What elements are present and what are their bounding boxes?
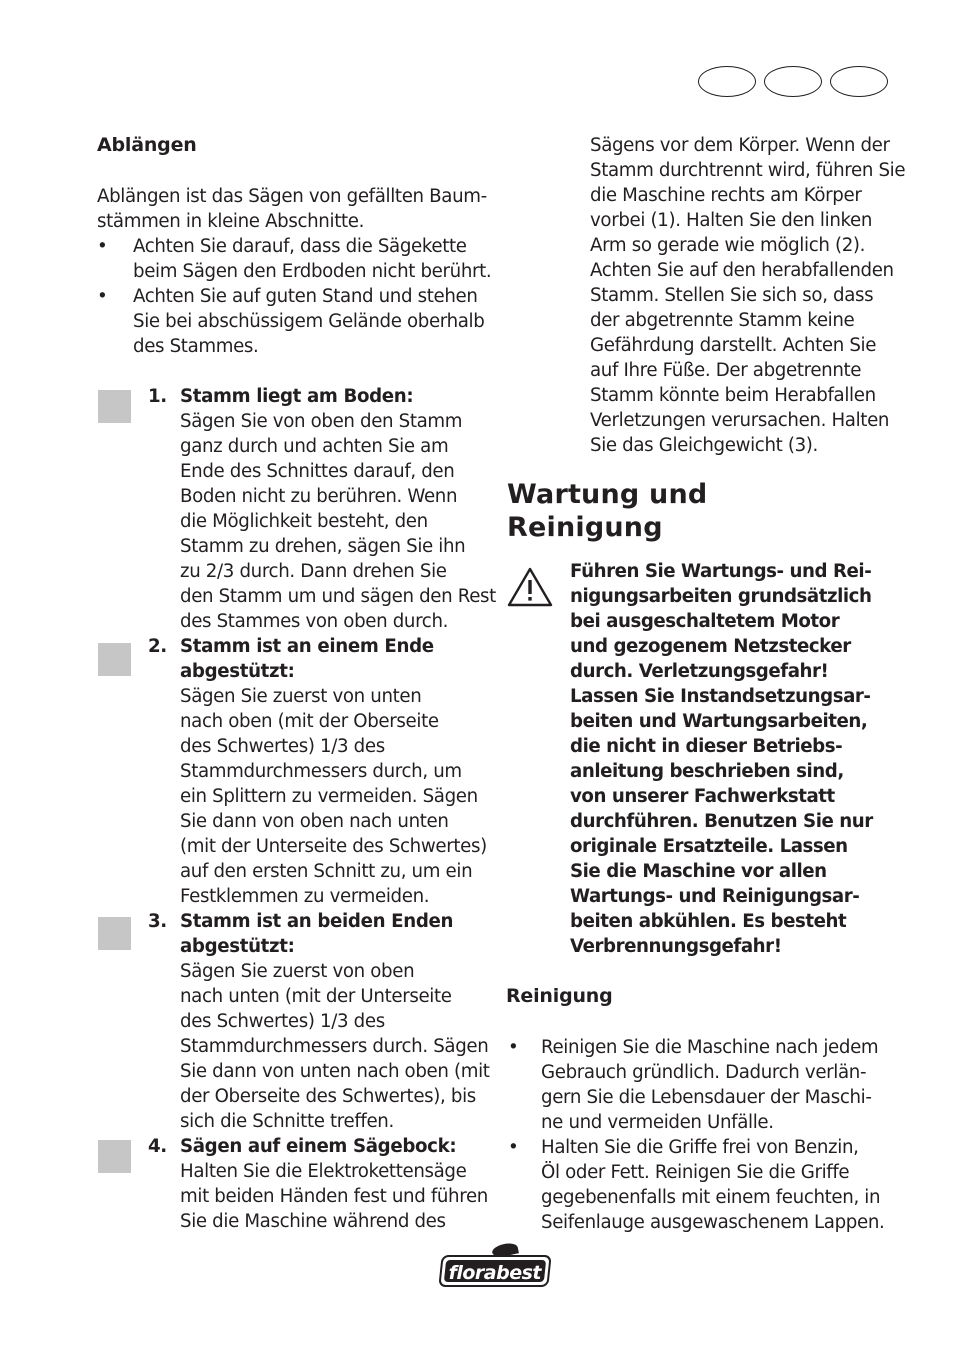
- text-line: bei ausgeschaltetem Motor: [570, 611, 840, 632]
- bullet-mark: •: [97, 286, 108, 307]
- bullet-item: [133, 234, 491, 284]
- step-title: abgestützt:: [180, 661, 295, 682]
- text-line: Sie die Maschine während des: [180, 1211, 446, 1232]
- title-line: Wartung und: [507, 479, 708, 510]
- text-line: ganz durch und achten Sie am: [180, 436, 449, 457]
- text-line: die nicht in dieser Betriebs-: [570, 736, 843, 757]
- text-line: mit beiden Händen fest und führen: [180, 1186, 488, 1207]
- text-line: Lassen Sie Instandsetzungsar-: [570, 686, 871, 707]
- text-line: Ablängen ist das Sägen von gefällten Baum-: [97, 186, 487, 207]
- text-line: Stamm könnte beim Herabfallen: [590, 385, 876, 406]
- text-line: Führen Sie Wartungs- und Rei-: [570, 561, 872, 582]
- text-line: Stammdurchmessers durch, um: [180, 761, 462, 782]
- text-line: ein Splittern zu vermeiden. Sägen: [180, 786, 478, 807]
- text-line: Sie dann von unten nach oben (mit: [180, 1061, 490, 1082]
- text-line: der abgetrennte Stamm keine: [590, 310, 855, 331]
- text-line: vorbei (1). Halten Sie den linken: [590, 210, 873, 231]
- text-line: der Oberseite des Schwertes), bis: [180, 1086, 476, 1107]
- step-content: [180, 909, 490, 1134]
- step-title: abgestützt:: [180, 936, 295, 957]
- text-line: Stammdurchmessers durch. Sägen: [180, 1036, 489, 1057]
- text-line: gern Sie die Lebensdauer der Maschi-: [541, 1087, 872, 1108]
- step-title: Stamm ist an beiden Enden: [180, 911, 454, 932]
- language-oval: [830, 66, 888, 97]
- text-line: Sägen Sie von oben den Stamm: [180, 411, 463, 432]
- title-line: Reinigung: [507, 512, 663, 543]
- text-line: Ende des Schnittes darauf, den: [180, 461, 455, 482]
- text-line: die Maschine rechts am Körper: [590, 185, 862, 206]
- text-line: Arm so gerade wie möglich (2).: [590, 235, 866, 256]
- warning-text: [570, 559, 873, 959]
- text-line: Sie die Maschine vor allen: [570, 861, 827, 882]
- text-line: Festklemmen zu vermeiden.: [180, 886, 430, 907]
- text-line: Öl oder Fett. Reinigen Sie die Griffe: [541, 1162, 850, 1183]
- bullet-item: [133, 284, 484, 359]
- language-oval: [698, 66, 756, 97]
- text-line: durch. Verletzungsgefahr!: [570, 661, 829, 682]
- bullet-mark: •: [508, 1037, 519, 1058]
- continuation-paragraph: [590, 133, 905, 458]
- text-line: Wartungs- und Reinigungsar-: [570, 886, 860, 907]
- bullet-mark: •: [97, 236, 108, 257]
- text-line: beiten und Wartungsarbeiten,: [570, 711, 868, 732]
- text-line: Achten Sie auf guten Stand und stehen: [133, 286, 478, 307]
- text-line: durchführen. Benutzen Sie nur: [570, 811, 873, 832]
- text-line: des Stammes.: [133, 336, 259, 357]
- text-line: beiten abkühlen. Es besteht: [570, 911, 847, 932]
- text-line: Verletzungen verursachen. Halten: [590, 410, 890, 431]
- text-line: Sie bei abschüssigem Gelände oberhalb: [133, 311, 485, 332]
- text-line: ne und vermeiden Unfälle.: [541, 1112, 774, 1133]
- text-line: beim Sägen den Erdboden nicht berührt.: [133, 261, 492, 282]
- section-title: [507, 478, 707, 544]
- text-line: anleitung beschrieben sind,: [570, 761, 844, 782]
- text-line: auf Ihre Füße. Der abgetrennte: [590, 360, 862, 381]
- text-line: des Schwertes) 1/3 des: [180, 1011, 385, 1032]
- text-line: Seifenlauge ausgewaschenem Lappen.: [541, 1212, 885, 1233]
- text-line: Sägens vor dem Körper. Wenn der: [590, 135, 890, 156]
- figure-marker: [98, 390, 131, 423]
- text-line: Gebrauch gründlich. Dadurch verlän-: [541, 1062, 867, 1083]
- bullet-item: [541, 1135, 884, 1235]
- text-line: Halten Sie die Elektrokettensäge: [180, 1161, 467, 1182]
- bullet-mark: •: [508, 1137, 519, 1158]
- step-number: 2.: [148, 636, 167, 657]
- step-title: Sägen auf einem Sägebock:: [180, 1136, 457, 1157]
- text-line: des Schwertes) 1/3 des: [180, 736, 385, 757]
- text-line: originale Ersatzteile. Lassen: [570, 836, 848, 857]
- text-line: Boden nicht zu berühren. Wenn: [180, 486, 458, 507]
- figure-marker: [98, 643, 131, 676]
- text-line: nach unten (mit der Unterseite: [180, 986, 452, 1007]
- text-line: Stamm. Stellen Sie sich so, dass: [590, 285, 874, 306]
- heading-ablaengen: Ablängen: [97, 134, 197, 156]
- text-line: (mit der Unterseite des Schwertes): [180, 836, 487, 857]
- text-line: Reinigen Sie die Maschine nach jedem: [541, 1037, 879, 1058]
- text-line: den Stamm um und sägen den Rest: [180, 586, 496, 607]
- intro-paragraph: [97, 184, 487, 234]
- text-line: und gezogenem Netzstecker: [570, 636, 851, 657]
- text-line: nach oben (mit der Oberseite: [180, 711, 439, 732]
- text-line: stämmen in kleine Abschnitte.: [97, 211, 365, 232]
- figure-marker: [98, 917, 131, 950]
- bullet-item: [541, 1035, 878, 1135]
- logo-text: florabest: [448, 1262, 541, 1284]
- text-line: Stamm durchtrennt wird, führen Sie: [590, 160, 906, 181]
- step-number: 4.: [148, 1136, 167, 1157]
- step-title: Stamm ist an einem Ende: [180, 636, 434, 657]
- text-line: Achten Sie auf den herabfallenden: [590, 260, 894, 281]
- text-line: Sie das Gleichgewicht (3).: [590, 435, 818, 456]
- logo-background: [444, 1260, 546, 1282]
- warning-icon: [506, 566, 554, 608]
- text-line: Halten Sie die Griffe frei von Benzin,: [541, 1137, 859, 1158]
- text-line: Gefährdung darstellt. Achten Sie: [590, 335, 877, 356]
- text-line: Achten Sie darauf, dass die Sägekette: [133, 236, 467, 257]
- text-line: gegebenenfalls mit einem feuchten, in: [541, 1187, 881, 1208]
- text-line: Stamm zu drehen, sägen Sie ihn: [180, 536, 466, 557]
- text-line: die Möglichkeit besteht, den: [180, 511, 428, 532]
- heading-reinigung: Reinigung: [506, 985, 613, 1007]
- text-line: nigungsarbeiten grundsätzlich: [570, 586, 872, 607]
- step-title: Stamm liegt am Boden:: [180, 386, 414, 407]
- text-line: zu 2/3 durch. Dann drehen Sie: [180, 561, 447, 582]
- step-content: [180, 384, 496, 634]
- step-number: 1.: [148, 386, 167, 407]
- text-line: Verbrennungsgefahr!: [570, 936, 782, 957]
- step-content: [180, 634, 487, 909]
- florabest-logo: [438, 1255, 551, 1287]
- text-line: sich die Schnitte treffen.: [180, 1111, 394, 1132]
- step-content: [180, 1134, 488, 1234]
- text-line: Sägen Sie zuerst von unten: [180, 686, 422, 707]
- text-line: Sägen Sie zuerst von oben: [180, 961, 415, 982]
- text-line: auf den ersten Schnitt zu, um ein: [180, 861, 473, 882]
- text-line: Sie dann von oben nach unten: [180, 811, 449, 832]
- figure-marker: [98, 1140, 131, 1173]
- text-line: von unserer Fachwerkstatt: [570, 786, 835, 807]
- text-line: des Stammes von oben durch.: [180, 611, 449, 632]
- language-oval: [764, 66, 822, 97]
- step-number: 3.: [148, 911, 167, 932]
